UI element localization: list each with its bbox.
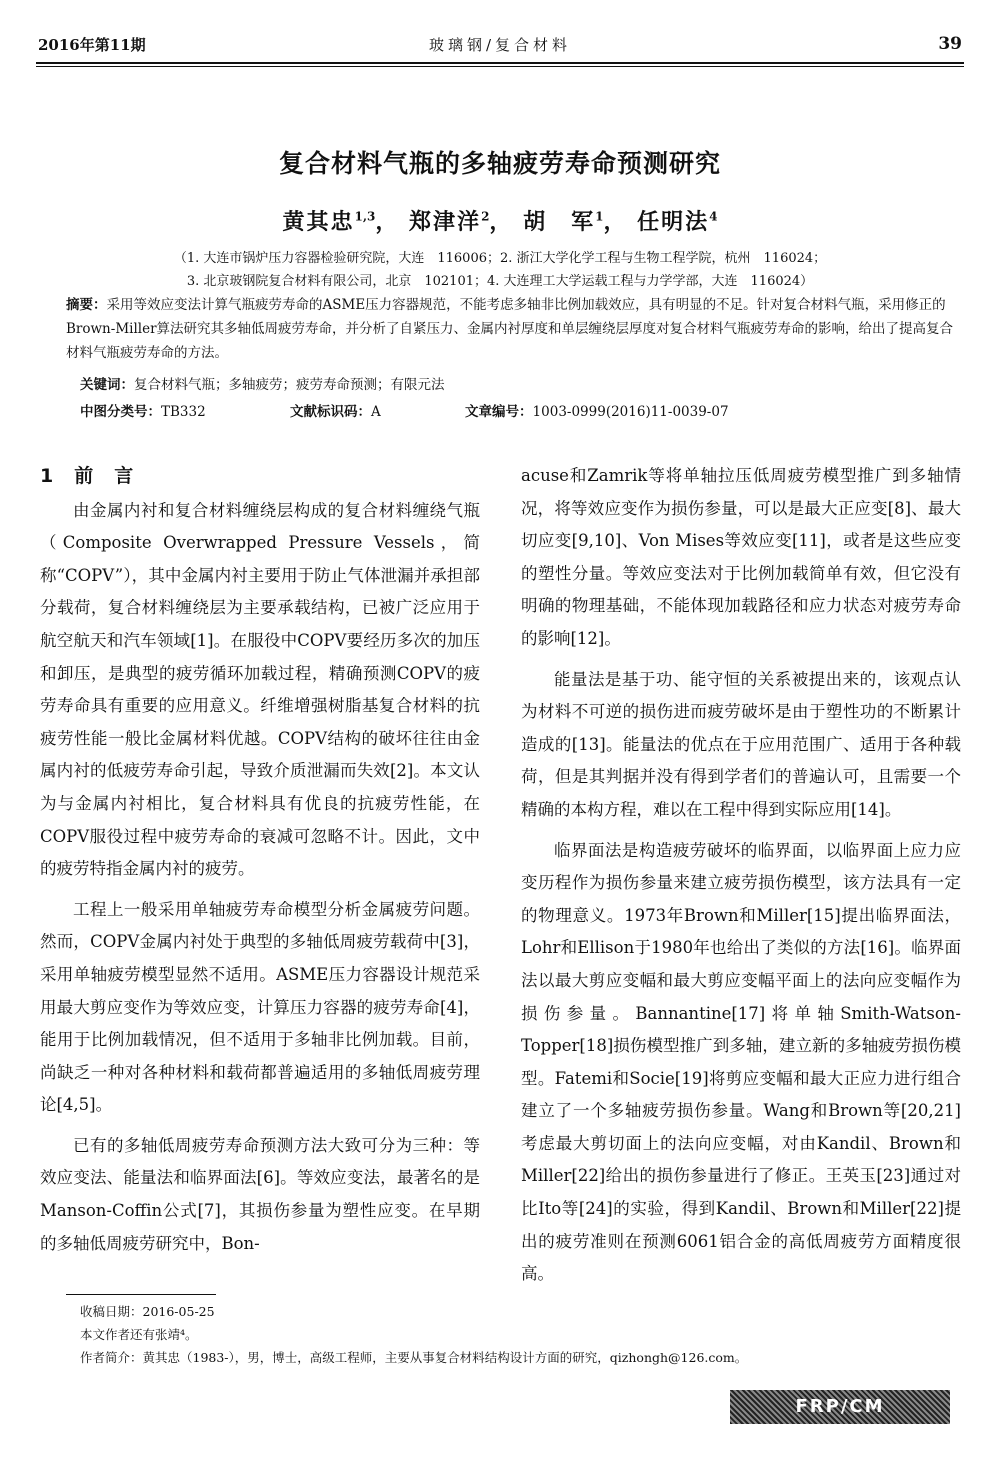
footnote-received: 收稿日期：2016-05-25 bbox=[80, 1304, 215, 1319]
author-affil-mark: 4 bbox=[709, 209, 718, 224]
author-affil-mark: 1 bbox=[595, 209, 604, 224]
author-name: 胡 军 bbox=[523, 209, 596, 235]
footnote-rule bbox=[66, 1294, 216, 1295]
footnote-coauthor: 本文作者还有张靖⁴。 bbox=[80, 1327, 198, 1342]
clc-value: TB332 bbox=[161, 404, 206, 420]
paragraph: 已有的多轴低周疲劳寿命预测方法大致可分为三种：等效应变法、能量法和临界面法[6]。等效应变法，最著名的是Manson-Coffin公式[7]，其损伤参量为塑性应变。在早期的多轴低周疲劳研究中，Bon- bbox=[40, 1135, 480, 1253]
keywords-text: 复合材料气瓶；多轴疲劳；疲劳寿命预测；有限元法 bbox=[134, 377, 445, 393]
author-affil-mark: 2 bbox=[481, 209, 490, 224]
paragraph: acuse和Zamrik等将单轴拉压低周疲劳模型推广到多轴情况，将等效应变作为损伤参量，可以是最大正应变[8]、最大切应变[9,10]、Von Mises等效应变[11]，或者是这些应变的塑性分量。等效应变法对于比例加载简单有效，但它没有明确的物理基础，不能体现加载路径和应力状态对疲劳寿命的影响[12]。 bbox=[521, 466, 961, 648]
article-number-label: 文章编号： bbox=[465, 404, 533, 420]
left-column bbox=[40, 460, 480, 1268]
author-name: 黄其忠 bbox=[282, 209, 355, 235]
author-list: 黄其忠$^{1,3}$， 郑津洋$^2$， 胡 军$^1$， 任明法$^4$ bbox=[282, 209, 718, 235]
article-number-value: 1003-0999(2016)11-0039-07 bbox=[532, 404, 729, 420]
journal-name: 玻璃钢/复合材料 bbox=[428, 36, 572, 54]
keywords-label: 关键词： bbox=[80, 377, 134, 393]
footnote-author-bio: 作者简介：黄其忠（1983-），男，博士，高级工程师，主要从事复合材料结构设计方面的研究，qizhongh@126.com。 bbox=[80, 1350, 748, 1365]
author-name: 郑津洋 bbox=[409, 209, 482, 235]
article-title: 复合材料气瓶的多轴疲劳寿命预测研究 bbox=[278, 149, 721, 178]
clc-label: 中图分类号： bbox=[80, 404, 161, 420]
keywords bbox=[80, 373, 445, 393]
doc-code-value: A bbox=[371, 404, 381, 420]
journal-issue: 2016年第11期 bbox=[38, 36, 146, 54]
abstract-label: 摘要： bbox=[66, 297, 107, 313]
paragraph: 能量法是基于功、能守恒的关系被提出来的，该观点认为材料不可逆的损伤进而疲劳破坏是由于塑性功的不断累计造成的[13]。能量法的优点在于应用范围广、适用于各种载荷，但是其判据并没有得到学者们的普遍认可，且需要一个精确的本构方程，难以在工程中得到实际应用[14]。 bbox=[521, 669, 961, 819]
affiliation-line: （1. 大连市锅炉压力容器检验研究院，大连 116006；2. 浙江大学化学工程与生物工程学院，杭州 116024； bbox=[173, 251, 827, 266]
paragraph: 工程上一般采用单轴疲劳寿命模型分析金属疲劳问题。然而，COPV金属内衬处于典型的多轴低周疲劳载荷中[3]，采用单轴疲劳模型显然不适用。ASME压力容器设计规范采用最大剪应变作为等效应变，计算压力容器的疲劳寿命[4]，能用于比例加载情况，但不适用于多轴非比例加载。目前，尚缺乏一种对各种材料和载荷都普遍适用的多轴低周疲劳理论[4,5]。 bbox=[40, 899, 480, 1115]
paragraph: 由金属内衬和复合材料缠绕层构成的复合材料缠绕气瓶（Composite Overwrapped Pressure Vessels，简称“COPV”），其中金属内衬主要用于防止气体泄漏并承担部分载荷，复合材料缠绕层为主要承载结构，已被广泛应用于航空航天和汽车领域[1]。在服役中COPV要经历多次的加压和卸压，是典型的疲劳循环加载过程，精确预测COPV的疲劳寿命具有重要的应用意义。纤维增强树脂基复合材料的抗疲劳性能一般比金属材料优越。COPV结构的破坏往往由金属内衬的低疲劳寿命引起，导致介质泄漏而失效[2]。本文认为与金属内衬相比，复合材料具有优良的抗疲劳性能，在COPV服役过程中疲劳寿命的衰减可忽略不计。因此，文中的疲劳特指金属内衬的疲劳。 bbox=[40, 500, 480, 879]
right-column bbox=[521, 460, 961, 1299]
header-rule-thick bbox=[36, 62, 964, 64]
doc-code-label: 文献标识码： bbox=[290, 404, 371, 420]
paragraph: 临界面法是构造疲劳破坏的临界面，以临界面上应力应变历程作为损伤参量来建立疲劳损伤模型，该方法具有一定的物理意义。1973年Brown和Miller[15]提出临界面法，Lohr和Ellison于1980年也给出了类似的方法[16]。临界面法以最大剪应变幅和最大剪应变幅平面上的法向应变幅作为损伤参量。Bannantine[17]将单轴Smith-Watson-Topper[18]损伤模型推广到多轴，建立新的多轴疲劳损伤模型。Fatemi和Socie[19]将剪应变幅和最大正应力进行组合建立了一个多轴疲劳损伤参量。Wang和Brown等[20,21]考虑最大剪切面上的法向应变幅，对由Kandil、Brown和Miller[22]给出的损伤参量进行了修正。王英玉[23]通过对比Ito等[24]的实验，得到Kandil、Brown和Miller[22]提出的疲劳准则在预测6061铝合金的高低周疲劳方面精度很高。 bbox=[521, 840, 961, 1284]
header-rule-thin bbox=[36, 66, 964, 67]
classification-line bbox=[80, 400, 809, 420]
abstract bbox=[66, 293, 962, 365]
author-affil-mark: 1,3 bbox=[354, 209, 376, 224]
page-number: 39 bbox=[938, 34, 962, 54]
journal-stamp: FRP/CM 2016.No.11 bbox=[730, 1390, 950, 1424]
abstract-text: 采用等效应变法计算气瓶疲劳寿命的ASME压力容器规范，不能考虑多轴非比例加载效应，具有明显的不足。针对复合材料气瓶，采用修正的Brown-Miller算法研究其多轴低周疲劳寿命，并分析了自紧压力、金属内衬厚度和单层缠绕层厚度对复合材料气瓶疲劳寿命的影响，给出了提高复合材料气瓶疲劳寿命的方法。 bbox=[66, 297, 954, 361]
affiliation-line: 3. 北京玻钢院复合材料有限公司，北京 102101；4. 大连理工大学运载工程与力学学部，大连 116024） bbox=[186, 274, 814, 289]
author-name: 任明法 bbox=[637, 209, 710, 235]
section-heading: 1 前 言 bbox=[40, 465, 135, 487]
